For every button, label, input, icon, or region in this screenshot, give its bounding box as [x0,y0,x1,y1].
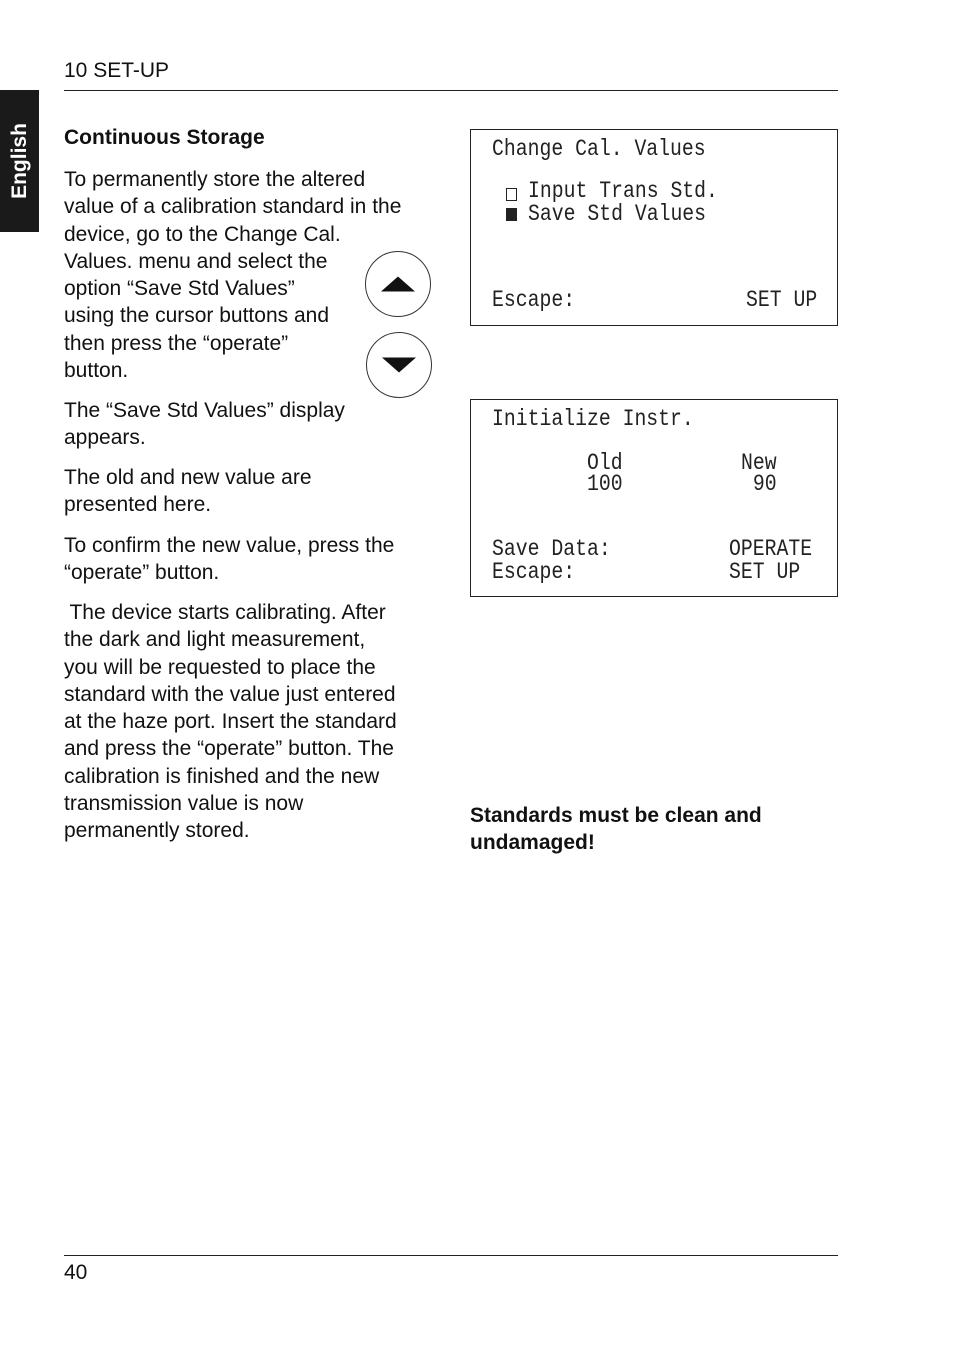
section-heading: Continuous Storage [64,126,265,149]
arrow-down-icon [382,358,416,373]
language-tab-label: English [7,123,31,199]
cursor-up-button [365,251,431,317]
escape-label: Escape: [492,287,576,313]
paragraph-line: “operate” button. [64,561,220,585]
display-title: Initialize Instr. [492,406,694,432]
paragraph-line: then press the “operate” [64,331,289,355]
paragraph-3 [64,464,312,519]
checkbox-empty-icon [506,188,517,201]
paragraph-line: To permanently store the altered [64,168,366,191]
paragraph-5 [64,599,397,845]
display-title: Change Cal. Values [492,136,706,162]
paragraph-line: device, go to the Change Cal. [64,222,341,246]
checkbox-filled-icon [506,208,517,221]
save-data-label: Save Data: [492,536,611,562]
paragraph-line: The old and new value are [64,466,312,489]
paragraph-line: value of a calibration standard in the [64,195,402,219]
paragraph-line: To confirm the new value, press the [64,534,395,557]
option-input-trans-std: Input Trans Std. [528,178,718,204]
paragraph-line: presented here. [64,493,212,517]
option-save-std-values: Save Std Values [528,201,707,227]
paragraph-line: you will be requested to place the [64,655,376,679]
display-change-cal-values [470,129,838,326]
paragraph-line: and press the “operate” button. The [64,737,394,761]
new-value: 90 [741,471,777,497]
standards-note [470,802,762,857]
paragraph-line: the dark and light measurement, [64,628,366,652]
arrow-up-icon [381,277,415,292]
paragraph-1 [64,166,401,384]
old-value: 100 [587,471,623,497]
section-header: 10 SET-UP [64,59,170,82]
paragraph-line: button. [64,359,129,383]
language-tab [0,90,39,232]
page-number: 40 [64,1261,88,1284]
paragraph-line: option “Save Std Values” [64,277,295,301]
cursor-down-button [366,332,432,398]
display-initialize-instr [470,399,838,597]
paragraph-line: appears. [64,426,146,450]
footer-rule [64,1255,838,1256]
paragraph-line: permanently stored. [64,819,250,843]
escape-key: SET UP [729,559,801,585]
paragraph-line: Values. menu and select the [64,249,328,273]
paragraph-line: calibration is finished and the new [64,764,380,788]
paragraph-4 [64,532,394,587]
save-data-key: OPERATE [729,536,813,562]
paragraph-line: The device starts calibrating. After [64,601,386,624]
paragraph-2 [64,397,345,452]
header-rule [64,90,838,91]
escape-label: Escape: [492,559,576,585]
note-line: Standards must be clean and [470,804,762,827]
paragraph-line: transmission value is now [64,792,304,816]
paragraph-line: at the haze port. Insert the standard [64,710,397,734]
escape-key: SET UP [746,287,818,313]
old-label: Old [587,450,623,476]
note-line: undamaged! [470,831,595,855]
paragraph-line: standard with the value just entered [64,682,396,706]
paragraph-line: The “Save Std Values” display [64,399,345,422]
new-label: New [741,450,777,476]
paragraph-line: using the cursor buttons and [64,304,330,328]
